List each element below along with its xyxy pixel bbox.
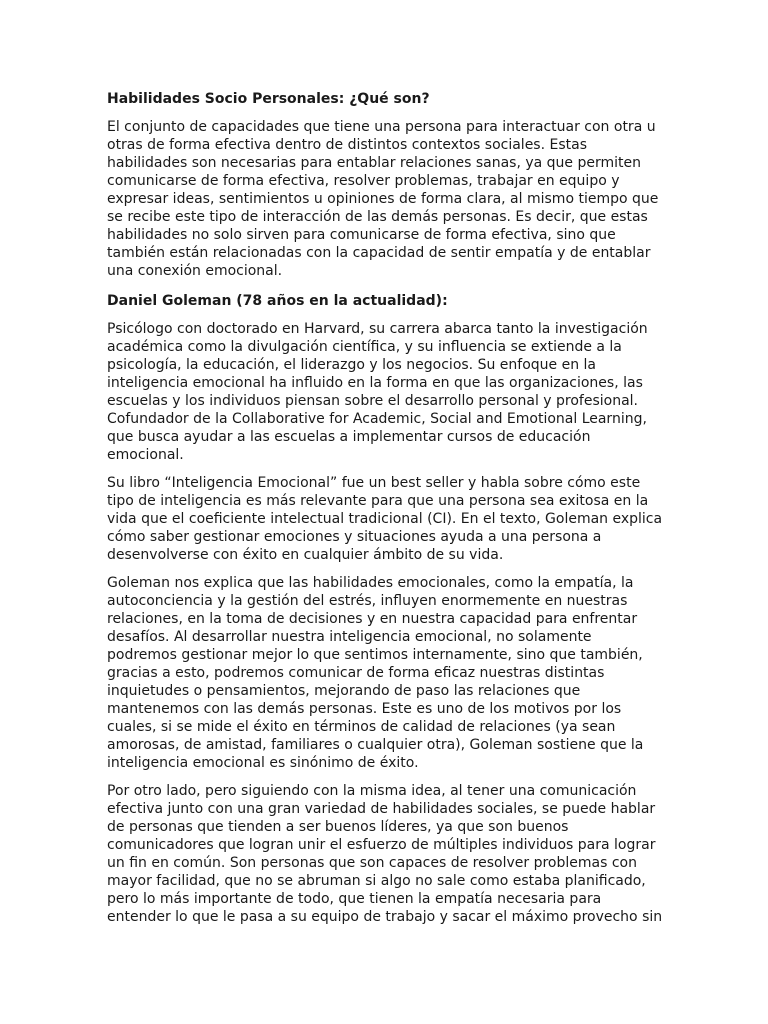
- body-paragraph: Su libro “Inteligencia Emocional” fue un best seller y habla sobre cómo este tipo de inteligencia es más relevante para que una persona sea exitosa en la vida que el coeficiente intelectual tradicional (CI). En el texto, Goleman explica cómo saber gestionar emociones y situaciones ayuda a una persona a desenvolverse con éxito en cualquier ámbito de su vida.: [107, 475, 663, 563]
- body-paragraph: Goleman nos explica que las habilidades emocionales, como la empatía, la autoconciencia y la gestión del estrés, influyen enormemente en nuestras relaciones, en la toma de decisiones y en nuestra capacidad para enfrentar desafíos. Al desarrollar nuestra inteligencia emocional, no solamente podremos gestionar mejor lo que sentimos internamente, sino que también, gracias a esto, podremos comunicar de forma eficaz nuestras distintas inquietudes o pensamientos, mejorando de paso las relaciones que mantenemos con las demás personas. Este es uno de los motivos por los cuales, si se mide el éxito en términos de calidad de relaciones (ya sean amorosas, de amistad, familiares o cualquier otra), Goleman sostiene que la inteligencia emocional es sinónimo de éxito.: [107, 575, 644, 771]
- document-body: [107, 88, 663, 936]
- document-title: Habilidades Socio Personales: ¿Qué son?: [107, 91, 430, 107]
- body-paragraph: Psicólogo con doctorado en Harvard, su carrera abarca tanto la investigación académica como la divulgación científica, y su influencia se extiende a la psicología, la educación, el liderazgo y los negocios. Su enfoque en la inteligencia emocional ha influido en la forma en que las organizaciones, las escuelas y los individuos piensan sobre el desarrollo personal y profesional. Cofundador de la Collaborative for Academic, Social and Emotional Learning, que busca ayudar a las escuelas a implementar cursos de educación emocional.: [107, 321, 648, 463]
- intro-paragraph: El conjunto de capacidades que tiene una persona para interactuar con otra u otras de forma efectiva dentro de distintos contextos sociales. Estas habilidades son necesarias para entablar relaciones sanas, ya que permiten comunicarse de forma efectiva, resolver problemas, trabajar en equipo y expresar ideas, sentimientos u opiniones de forma clara, al mismo tiempo que se recibe este tipo de interacción de las demás personas. Es decir, que estas habilidades no solo sirven para comunicarse de forma efectiva, sino que también están relacionadas con la capacidad de sentir empatía y de entablar una conexión emocional.: [107, 119, 659, 279]
- section-heading: Daniel Goleman (78 años en la actualidad):: [107, 293, 448, 309]
- body-paragraph: Por otro lado, pero siguiendo con la misma idea, al tener una comunicación efectiva junto con una gran variedad de habilidades sociales, se puede hablar de personas que tienden a ser buenos líderes, ya que son buenos comunicadores que logran unir el esfuerzo de múltiples individuos para lograr un fin en común. Son personas que son capaces de resolver problemas con mayor facilidad, que no se abruman si algo no sale como estaba planificado, pero lo más importante de todo, que tienen la empatía necesaria para entender lo que le pasa a su equipo de trabajo y sacar el máximo provecho sin: [107, 783, 663, 925]
